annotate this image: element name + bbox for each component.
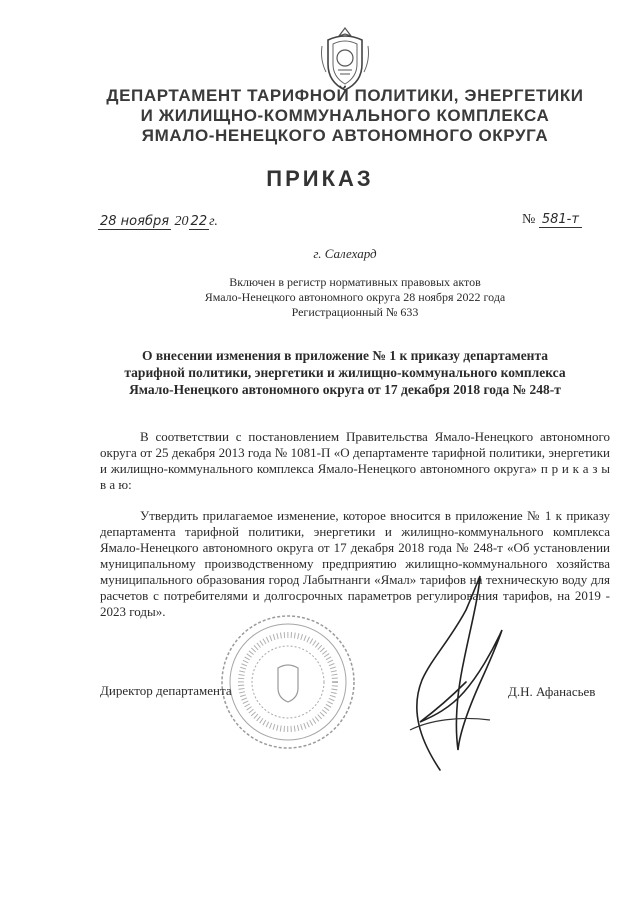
- department-line-2: И ЖИЛИЩНО-КОММУНАЛЬНОГО КОМПЛЕКСА: [140, 106, 550, 125]
- subject-line-3: Ямало-Ненецкого автономного округа от 17 декабря 2018 года № 248-т: [129, 382, 561, 397]
- registration-line-1: Включен в регистр нормативных правовых актов: [229, 275, 481, 289]
- body-paragraph-order: Утвердить прилагаемое изменение, которое вносится в приложение № 1 к приказу департамента тарифной политики, энергетики и жилищно-коммунального комплекса Ямало-Ненецкого автономного округа от 17 декабря 2018 года № 248-т «Об установлении муниципальному производственному предприятию жилищно-коммунального хозяйства муниципального образования город Лабытнанги «Ямал» тарифов на техническую воду для расчетов с потребителями и долгосрочных параметров регулирования тарифов, на 2019 - 2023 годы».: [100, 508, 610, 619]
- registration-note: [120, 275, 590, 320]
- registration-line-3: Регистрационный № 633: [291, 305, 419, 319]
- document-subject: [85, 347, 605, 398]
- department-name: [60, 86, 630, 146]
- handwritten-year: 22: [190, 214, 208, 229]
- order-date: [98, 214, 218, 230]
- official-seal-stamp: [218, 612, 358, 752]
- city: г. Салехард: [313, 246, 377, 261]
- department-line-1: ДЕПАРТАМЕНТ ТАРИФНОЙ ПОЛИТИКИ, ЭНЕРГЕТИКИ: [106, 86, 584, 105]
- year-suffix: г.: [209, 214, 218, 229]
- order-number: [522, 212, 582, 228]
- number-label: №: [522, 212, 536, 227]
- coat-of-arms-icon: [318, 26, 372, 92]
- subject-line-1: О внесении изменения в приложение № 1 к приказу департамента: [141, 348, 549, 363]
- handwritten-date: 28 ноября: [100, 214, 170, 229]
- body-paragraph-preamble: В соответствии с постановлением Правительства Ямало-Ненецкого автономного округа от 25 декабря 2013 года № 1081-П «О департаменте тарифной политики, энергетики и жилищно-коммунального комплекса Ямало-Ненецкого автономного округа» п р и к а з ы в а ю:: [100, 429, 610, 492]
- signatory-title: Директор департамента: [100, 683, 232, 698]
- document-type-title: ПРИКАЗ: [266, 166, 374, 191]
- handwritten-signature: [380, 570, 510, 780]
- signatory-name: Д.Н. Афанасьев: [508, 684, 596, 699]
- department-line-3: ЯМАЛО-НЕНЕЦКОГО АВТОНОМНОГО ОКРУГА: [141, 126, 549, 145]
- year-prefix: 20: [174, 214, 189, 229]
- registration-line-2: Ямало-Ненецкого автономного округа 28 ноября 2022 года: [204, 290, 506, 304]
- subject-line-2: тарифной политики, энергетики и жилищно-коммунального комплекса: [124, 365, 566, 380]
- handwritten-number: 581-т: [539, 212, 582, 228]
